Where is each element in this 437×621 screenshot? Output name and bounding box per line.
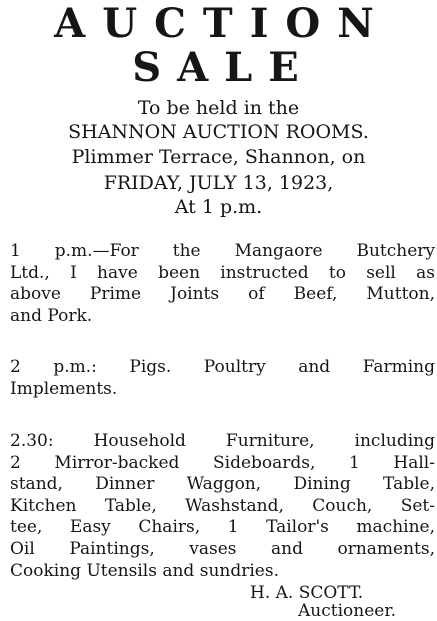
lot-2-line: Implements. (10, 378, 118, 399)
lot-3-line: Cooking Utensils and sundries. (10, 560, 279, 581)
intro-line-3: Plimmer Terrace, Shannon, on (71, 146, 366, 168)
lot-3-line: Oil Paintings, vases and ornaments, (10, 538, 435, 559)
intro-line-5: At 1 p.m. (174, 196, 263, 218)
intro-line-1: To be held in the (137, 97, 300, 119)
intro-line-4: FRIDAY, JULY 13, 1923, (103, 172, 334, 194)
headline-sale: SALE (132, 44, 315, 91)
lot-3-line: tee, Easy Chairs, 1 Tailor's machine, (10, 517, 435, 538)
headline-auction: AUCTION (54, 0, 391, 47)
lot-paragraph-1 (10, 241, 435, 327)
lot-2-line: 2 p.m.: Pigs. Poultry and Farming (10, 357, 435, 377)
lot-3-line: stand, Dinner Waggon, Dining Table, (10, 474, 435, 495)
lot-3-line: 2.30: Household Furniture, including (10, 431, 435, 451)
intro-line-2: SHANNON AUCTION ROOMS. (68, 121, 369, 143)
lot-3-line: 2 Mirror-backed Sideboards, 1 Hall- (10, 452, 435, 473)
lot-1-line: 1 p.m.—For the Mangaore Butchery (10, 241, 435, 261)
lot-1-line: Ltd., I have been instructed to sell as (10, 262, 435, 283)
lot-3-line: Kitchen Table, Washstand, Couch, Set- (10, 495, 435, 516)
auctioneer-name: H. A. SCOTT. (250, 583, 364, 603)
lot-paragraph-2 (10, 357, 435, 400)
lot-paragraph-3 (10, 431, 435, 582)
lot-1-line: and Pork. (10, 305, 93, 326)
auctioneer-title: Auctioneer. (298, 601, 396, 621)
lot-1-line: above Prime Joints of Beef, Mutton, (10, 284, 435, 305)
